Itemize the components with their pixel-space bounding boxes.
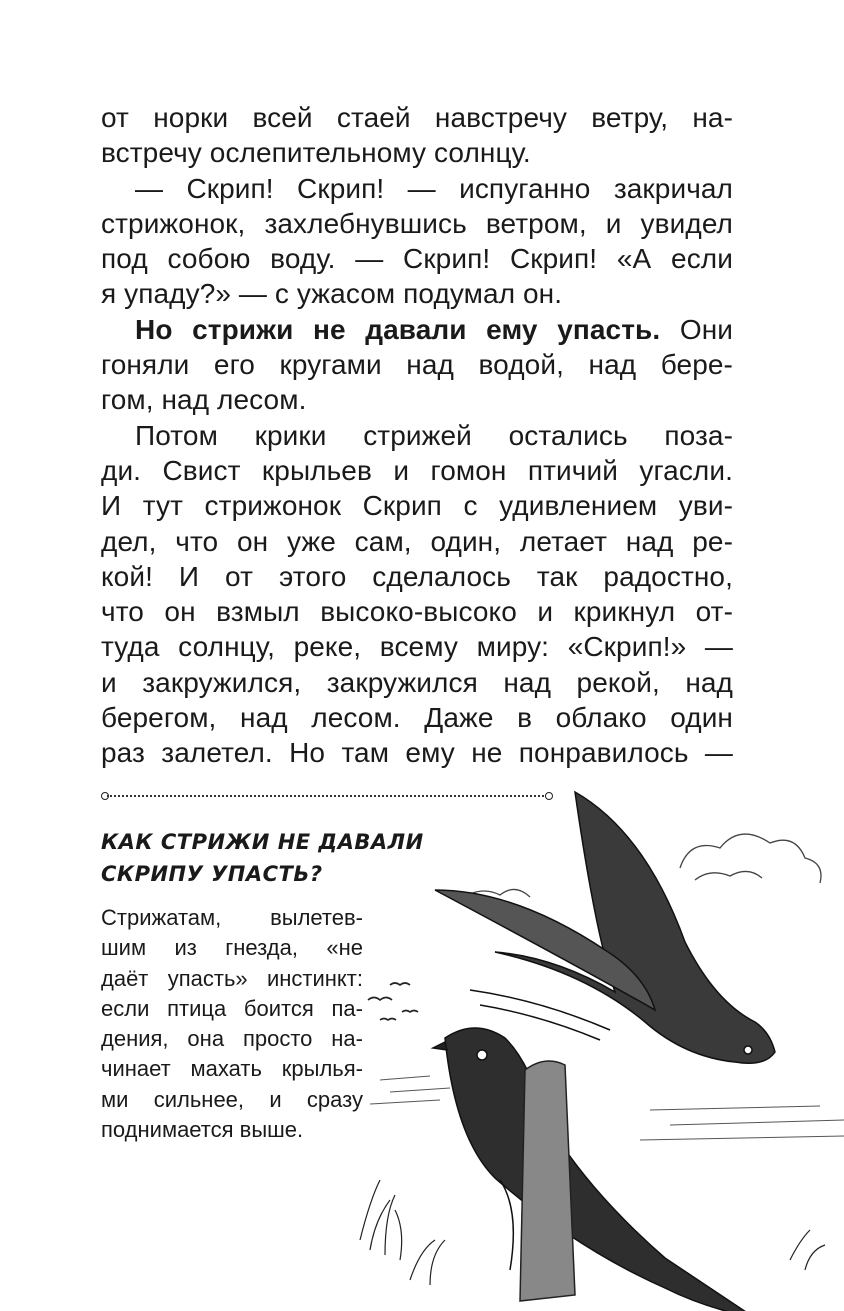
- story-line: — Скрип! Скрип! — испуганно закричал: [135, 172, 733, 204]
- story-line: стрижонок, захлебнувшись ветром, и увидел: [101, 207, 733, 239]
- story-fragment: Они: [660, 313, 734, 345]
- sidebar-answer: [101, 903, 363, 1145]
- answer-line: Стрижатам, вылетев-: [101, 905, 363, 930]
- answer-line: если птица боится па-: [101, 995, 363, 1021]
- question-line: СКРИПУ УПАСТЬ?: [101, 862, 323, 886]
- story-line: я упаду?» — с ужасом подумал он.: [101, 278, 563, 310]
- answer-line: дения, она просто на-: [101, 1026, 363, 1052]
- story-line: гом, над лесом.: [101, 384, 307, 416]
- answer-line: ми сильнее, и сразу: [101, 1086, 363, 1112]
- swallows-engraving-icon: [350, 780, 844, 1311]
- story-text: [101, 100, 733, 771]
- story-line: и закружился, закружился над рекой, над: [101, 666, 733, 698]
- story-line: под собою воду. — Скрип! Скрип! «А если: [101, 243, 733, 275]
- story-line: ди. Свист крыльев и гомон птичий угасли.: [101, 454, 733, 486]
- answer-line: шим из гнезда, «не: [101, 935, 363, 961]
- answer-line: поднимается выше.: [101, 1117, 304, 1143]
- story-line: И тут стрижонок Скрип с удивлением уви-: [101, 490, 733, 522]
- story-line: от норки всей стаей навстречу ветру, на-: [101, 102, 733, 133]
- story-line: дел, что он уже сам, один, летает над ре-: [101, 525, 733, 557]
- story-line: [101, 312, 733, 347]
- answer-line: даёт упасть» инстинкт:: [101, 965, 363, 991]
- emphasis-text: Но стрижи не давали ему упасть.: [135, 313, 661, 345]
- story-line: кой! И от этого сделалось так радостно,: [101, 560, 733, 592]
- answer-line: чинает махать крылья-: [101, 1056, 363, 1082]
- story-line: гоняли его кругами над водой, над бере-: [101, 349, 733, 381]
- story-line: Потом крики стрижей остались поза-: [135, 419, 733, 451]
- story-line: раз залетел. Но там ему не понравилось —: [101, 737, 733, 769]
- story-line: встречу ослепительному солнцу.: [101, 137, 531, 169]
- story-line: туда солнцу, реке, всему миру: «Скрип!» —: [101, 631, 733, 663]
- story-line: что он взмыл высоко-высоко и крикнул от-: [101, 596, 733, 628]
- question-line: КАК СТРИЖИ НЕ ДАВАЛИ: [101, 830, 424, 854]
- story-line: берегом, над лесом. Даже в облако один: [101, 702, 733, 734]
